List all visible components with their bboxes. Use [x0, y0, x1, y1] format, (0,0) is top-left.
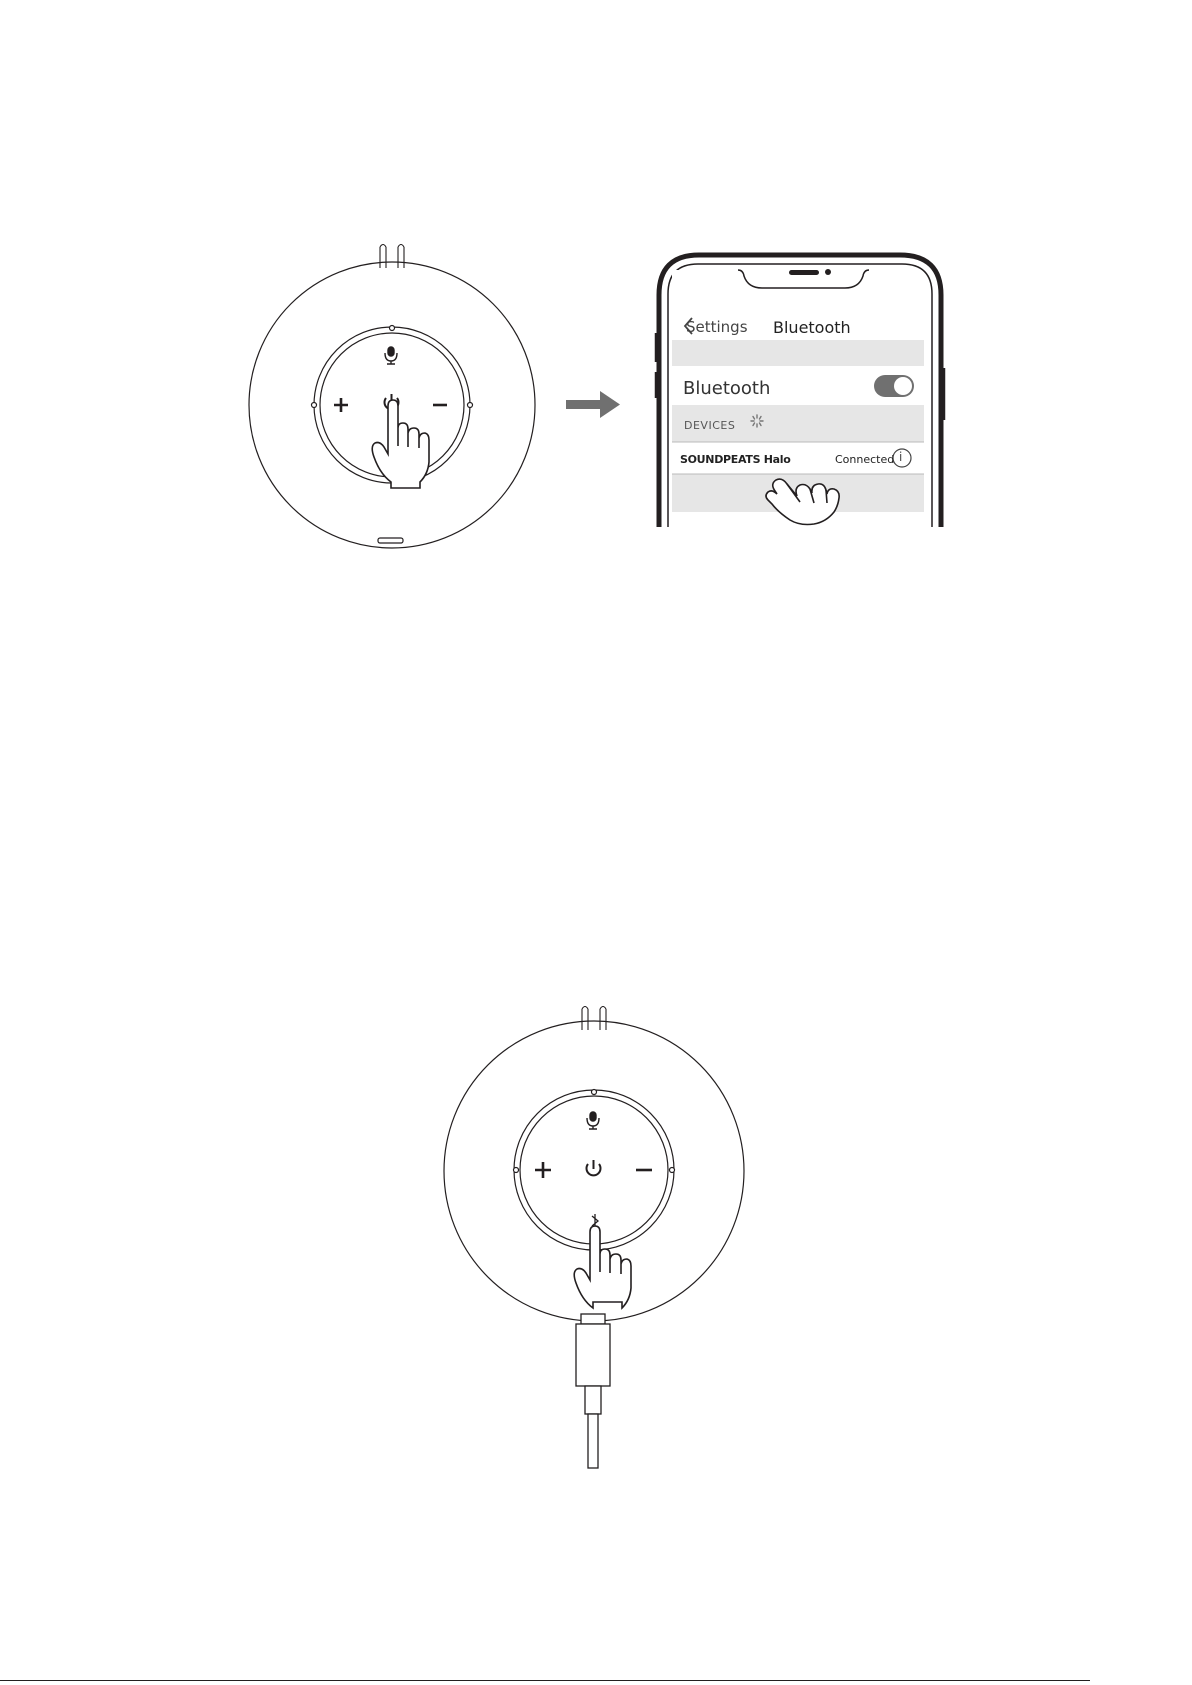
- bluetooth-label: Bluetooth: [683, 378, 771, 399]
- speaker-port: [378, 538, 403, 543]
- phone-band-1: [672, 340, 924, 366]
- device-name[interactable]: SOUNDPEATS Halo: [680, 453, 791, 466]
- devices-header: DEVICES: [684, 419, 736, 432]
- bluetooth-toggle[interactable]: [874, 375, 914, 397]
- hand-pointer-icon: [372, 400, 429, 488]
- plus-icon[interactable]: [535, 1162, 551, 1178]
- power-icon[interactable]: [587, 1160, 601, 1175]
- microphone-icon: [385, 347, 397, 364]
- arrow-right-icon: [566, 391, 620, 418]
- usb-cable-icon: [576, 1314, 610, 1468]
- phone-notch: [738, 269, 869, 288]
- lanyard-bottom: [582, 1007, 606, 1031]
- back-label[interactable]: Settings: [686, 318, 748, 336]
- lanyard-top: [380, 245, 404, 269]
- speaker-bottom: [444, 1007, 744, 1469]
- speaker-top: [249, 245, 535, 549]
- plus-icon[interactable]: [334, 398, 348, 412]
- nav-title: Bluetooth: [773, 318, 851, 337]
- info-glyph: i: [899, 450, 903, 464]
- microphone-icon: [587, 1112, 599, 1129]
- bottom-rule: [0, 1680, 1090, 1681]
- device-status: Connected: [835, 453, 895, 466]
